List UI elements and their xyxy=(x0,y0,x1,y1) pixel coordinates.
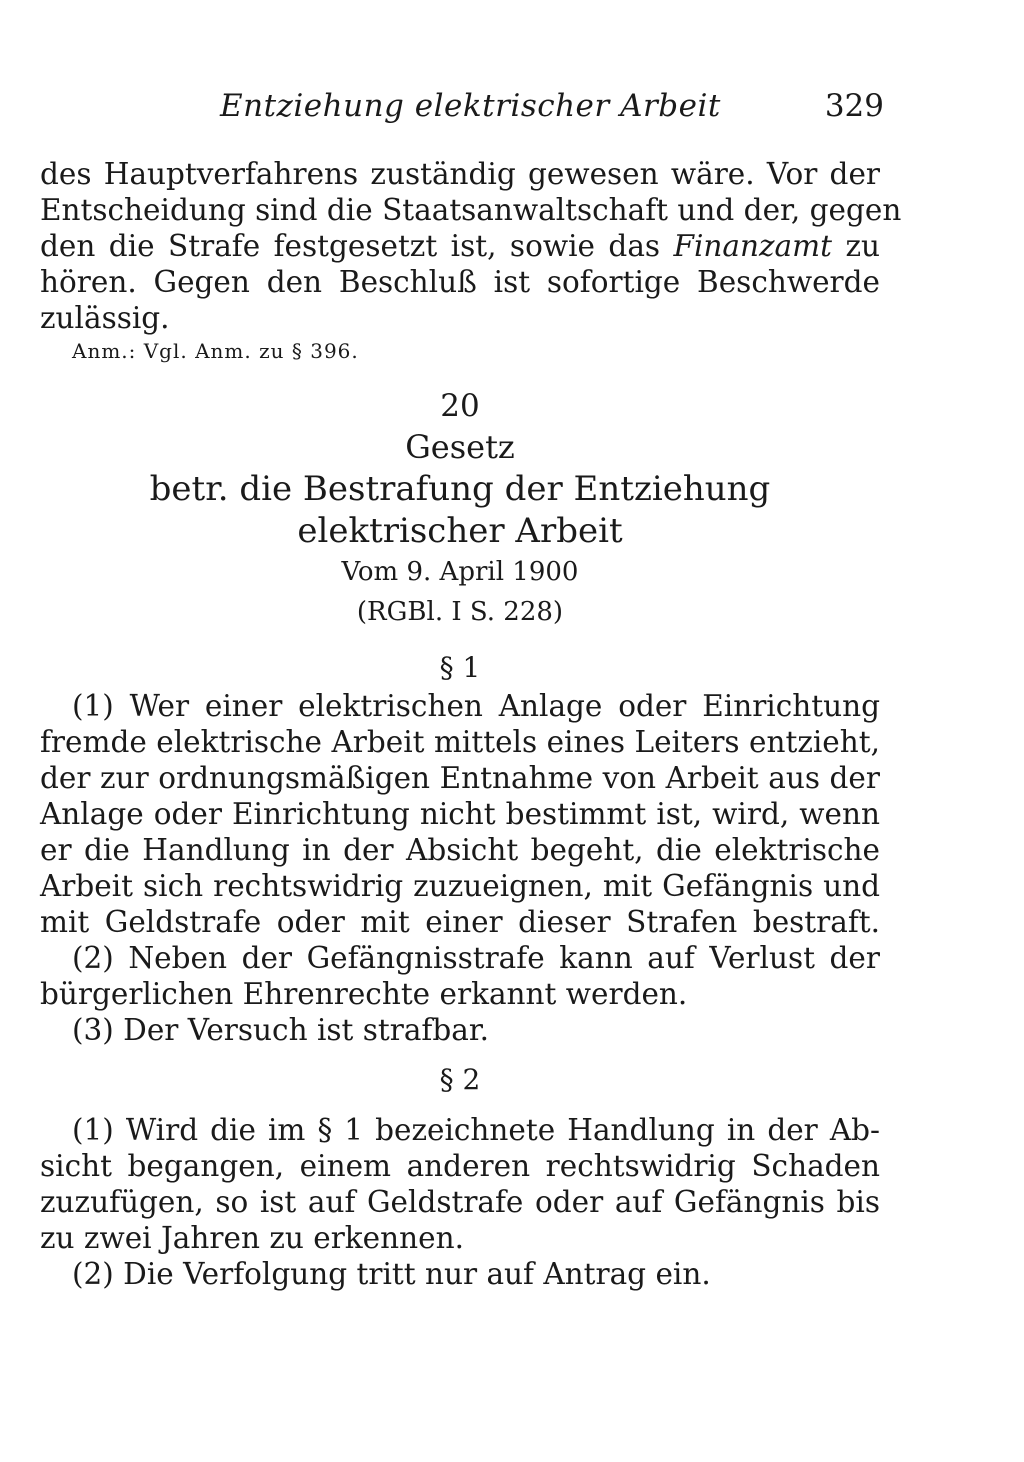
text-line: Entscheidung sind die Staatsanwaltschaft und der, gegen xyxy=(40,193,902,227)
page-number: 329 xyxy=(824,88,884,124)
law-heading xyxy=(40,386,880,632)
law-date: Vom 9. April 1900 xyxy=(341,557,579,587)
text-line: des Hauptverfahrens zuständig gewesen wäre. Vor der xyxy=(40,157,880,191)
law-number: 20 xyxy=(440,388,480,424)
emphasized-term: Finanzamt xyxy=(673,229,832,263)
law-title-line: betr. die Bestrafung der Entziehung xyxy=(149,469,771,509)
text-line: Anlage oder Einrichtung nicht bestimmt ist, wird, wenn xyxy=(40,797,880,831)
text-line: Arbeit sich rechtswidrig zuzueignen, mit Gefängnis und xyxy=(40,869,880,903)
section-heading: § 1 xyxy=(439,651,481,684)
text-line: der zur ordnungsmäßigen Entnahme von Arbeit aus der xyxy=(40,761,880,795)
text-line xyxy=(40,228,880,264)
text-line: er die Handlung in der Absicht begeht, die elektrische xyxy=(40,833,880,867)
text-line: zu zwei Jahren zu erkennen. xyxy=(40,1221,464,1255)
annotation-note: Anm.: Vgl. Anm. zu § 396. xyxy=(72,339,359,363)
section-heading: § 2 xyxy=(439,1063,481,1096)
text-segment: den die Strafe festgesetzt ist, sowie das xyxy=(40,229,661,263)
text-line: zuzufügen, so ist auf Geldstrafe oder auf Gefängnis bis xyxy=(40,1185,880,1219)
text-segment: zu xyxy=(845,229,880,263)
text-line: (2) Die Verfolgung tritt nur auf Antrag ein. xyxy=(72,1257,711,1291)
law-kind: Gesetz xyxy=(405,428,515,466)
running-title: Entziehung elektrischer Arbeit xyxy=(220,88,721,124)
text-line: bürgerlichen Ehrenrechte erkannt werden. xyxy=(40,977,688,1011)
text-line: mit Geldstrafe oder mit einer dieser Strafen bestraft. xyxy=(40,905,880,939)
text-line: hören. Gegen den Beschluß ist sofortige Beschwerde xyxy=(40,265,880,299)
law-source: (RGBl. I S. 228) xyxy=(356,597,564,627)
page-header xyxy=(220,88,884,132)
text-line: zulässig. xyxy=(40,301,170,335)
continuation-text xyxy=(40,156,902,366)
book-page xyxy=(40,0,902,1462)
text-line: (1) Wer einer elektrischen Anlage oder Einrichtung xyxy=(72,689,880,723)
section-2 xyxy=(40,1060,880,1292)
law-title-line: elektrischer Arbeit xyxy=(297,511,623,551)
text-line: (3) Der Versuch ist strafbar. xyxy=(72,1013,490,1047)
text-line: (2) Neben der Gefängnisstrafe kann auf Verlust der xyxy=(72,941,880,975)
text-line: fremde elektrische Arbeit mittels eines Leiters entzieht, xyxy=(40,725,880,759)
section-1 xyxy=(40,648,880,1048)
text-line: (1) Wird die im § 1 bezeichnete Handlung in der Ab- xyxy=(72,1113,880,1147)
text-line: sicht begangen, einem anderen rechtswidrig Schaden xyxy=(40,1149,880,1183)
